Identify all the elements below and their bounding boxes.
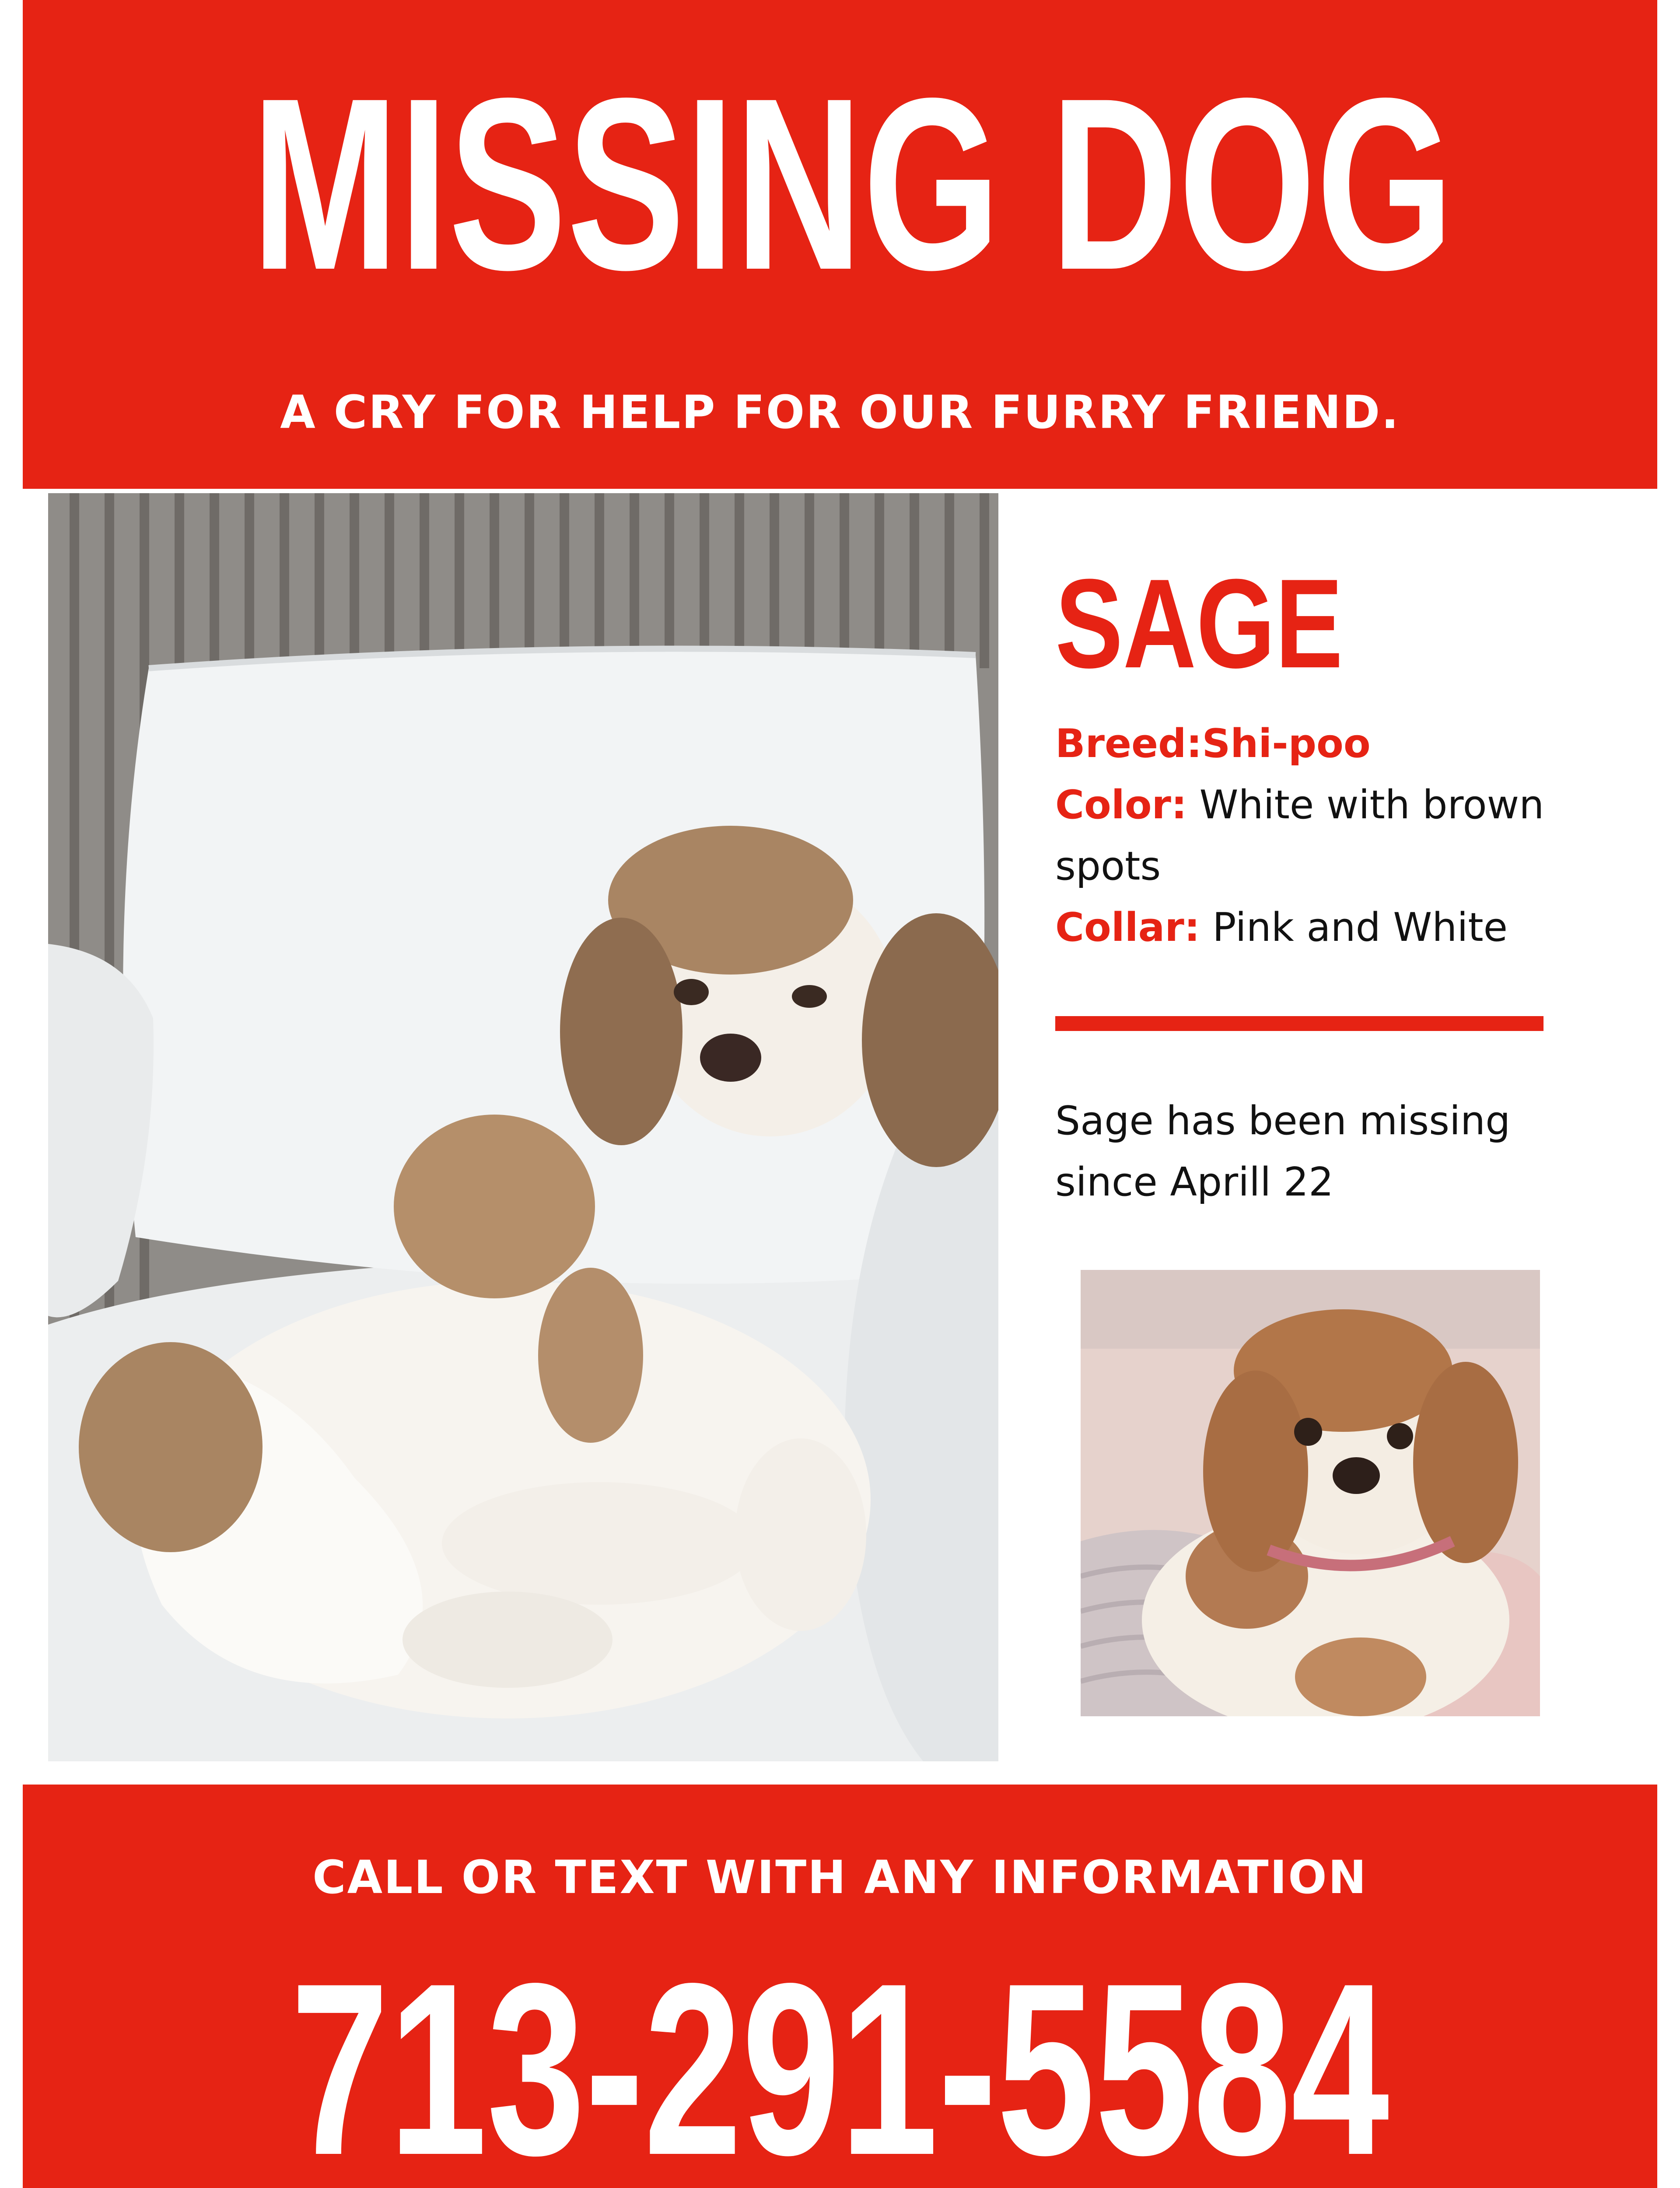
dog-details	[1055, 713, 1558, 958]
secondary-dog-photo	[1081, 1270, 1540, 1716]
contact-phone-number: 713-291-5584	[290, 1932, 1390, 2188]
collar-label: Collar:	[1055, 905, 1200, 950]
main-dog-photo	[48, 493, 998, 1761]
color-label: Color:	[1055, 782, 1187, 828]
collar-line	[1055, 897, 1558, 958]
contact-call-to-action: CALL OR TEXT WITH ANY INFORMATION	[312, 1851, 1368, 1904]
main-dog-image	[48, 493, 998, 1761]
breed-value: Shi-poo	[1202, 721, 1371, 767]
poster-subtitle: A CRY FOR HELP FOR OUR FURRY FRIEND.	[280, 386, 1400, 439]
color-line	[1055, 775, 1558, 897]
poster-title: MISSING DOG	[252, 47, 1454, 321]
breed-label: Breed:	[1055, 721, 1202, 767]
missing-since-text: Sage has been missing since Aprill 22	[1055, 1098, 1511, 1205]
color-value: White with brown spots	[1055, 782, 1544, 889]
secondary-dog-image	[1081, 1270, 1540, 1716]
footer-banner	[23, 1785, 1657, 2188]
collar-value: Pink and White	[1200, 905, 1508, 950]
dog-name: SAGE	[1055, 553, 1343, 694]
breed-line	[1055, 713, 1558, 775]
header-banner	[23, 0, 1657, 489]
info-divider	[1055, 1016, 1544, 1031]
